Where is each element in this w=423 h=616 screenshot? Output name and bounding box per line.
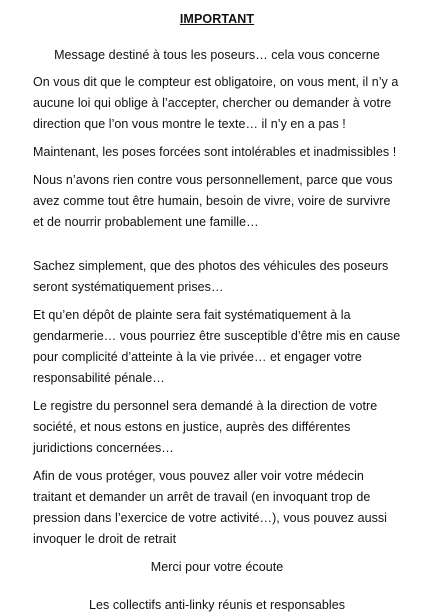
paragraph-complaint: Et qu’en dépôt de plainte sera fait systématiquement à la gendarmerie… vous pourriez être susceptible d’être mis en cause pour complicité d’atteinte à la vie privée… et engager votre responsabilité pénale… [33,308,401,385]
paragraph-forced-installs: Maintenant, les poses forcées sont intolérables et inadmissibles ! [33,145,397,159]
paragraph-protection: Afin de vous protéger, vous pouvez aller voir votre médecin traitant et demander un arrêt de travail (en invoquant trop de pression dans l’exercice de votre activité…), vous pouvez aussi invoquer le droit de retrait [33,469,388,546]
paragraph-registry: Le registre du personnel sera demandé à la direction de votre société, et nous estons en justice, auprès des différentes juridictions concernées… [33,399,378,455]
signature-line: Les collectifs anti-linky réunis et responsables [89,598,345,612]
intro-line: Message destiné à tous les poseurs… cela vous concerne [54,48,380,62]
thanks-line: Merci pour votre écoute [150,560,284,574]
paragraph-photos: Sachez simplement, que des photos des véhicules des poseurs seront systématiquement prises… [33,259,389,294]
paragraph-nothing-personal: Nous n’avons rien contre vous personnellement, parce que vous avez comme tout être humain, besoin de vivre, voire de survivre et de nourrir probablement une famille… [33,173,393,229]
document-title: IMPORTANT [179,12,255,26]
paragraph-no-law: On vous dit que le compteur est obligatoire, on vous ment, il n’y a aucune loi qui oblige à l’accepter, chercher ou demander à votre direction que l’on vous montre le texte… il n’y en a pas ! [33,75,399,131]
